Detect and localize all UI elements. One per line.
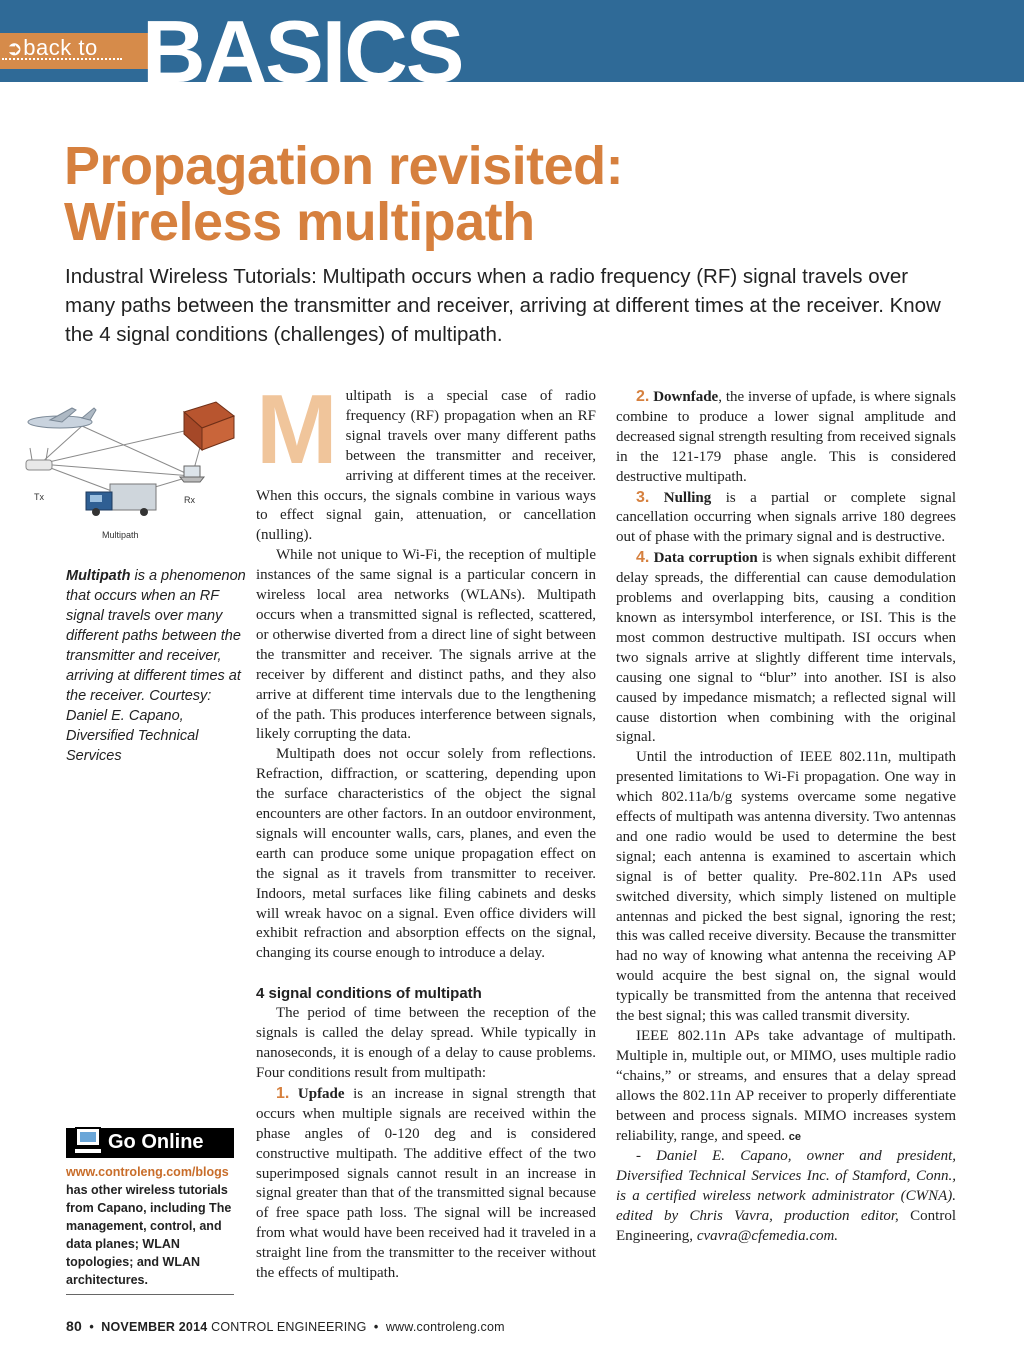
back-dots [2, 58, 122, 60]
caption-text: is a phenomenon that occurs when an RF signal travels over many different paths between the transmitter and receiver, arriving at different times at the receiver. Courtesy: Daniel E. Capano, Diversified Technical Services [66, 568, 246, 764]
figure-caption [66, 566, 246, 766]
body-paragraph: Multipath does not occur solely from reflections. Refraction, diffraction, or scattering, depending upon the surface characteristics of the object the signal encounters are other factors. In an outdoor environment, signals will encounter walls, cars, planes, and even the earth can produce some unique propagation effect on the signal as it travels from transmitter to receiver. Indoors, metal surfaces like filing cabinets and desks will wreak havoc on a signal. Even office dividers will exhibit refraction and absorption effects on the signal, changing its course enough to introduce a delay. [256, 746, 596, 962]
footer-issue: NOVEMBER 2014 [101, 1320, 208, 1334]
page-number: 80 [66, 1318, 82, 1334]
multipath-diagram [20, 384, 245, 544]
airplane-icon [28, 408, 96, 428]
body-paragraph: Multipath is a special case of radio frequency (RF) propagation when an RF signal travels over many different paths between the transmitter and receiver, arriving at different times at the receiver. When this occurs, the signals combine in various ways to effect signal gain, attenuation, or cancellation (nulling). [256, 374, 596, 544]
end-mark: ce [788, 1130, 801, 1143]
back-to-button[interactable] [0, 33, 160, 69]
author-bio: - Daniel E. Capano, owner and president, Diversified Technical Services Inc. of Stamford, Conn., is a certified wireless network administrator (CWNA). edited by Chris Vavra, production editor, Control Engineering, cvavra@cfemedia.com. [616, 1148, 956, 1245]
footer-magazine: CONTROL ENGINEERING [211, 1320, 367, 1334]
footer-url[interactable]: www.controleng.com [385, 1320, 505, 1334]
tx-label: Tx [34, 492, 44, 502]
section-subhead: 4 signal conditions of multipath [256, 985, 482, 1003]
condition-2: 2. Downfade, the inverse of upfade, is where signals combine to produce a lower signal amplitude and decreased signal strength resulting from received signals in the 121-179 phase angle. This is considered destructive multipath. [616, 388, 956, 485]
page-footer [66, 1318, 505, 1334]
rx-label: Rx [184, 495, 195, 505]
computer-icon [72, 1124, 106, 1158]
section-title: BASICS [142, 2, 463, 82]
title-line-2: Wireless multipath [64, 192, 535, 252]
condition-3: 3. Nulling is a partial or complete signal cancellation occurring when signals arrive 180 degrees out of phase with the primary signal and is destructive. [616, 488, 956, 546]
multipath-figure [20, 384, 245, 544]
footer-bullet: • [373, 1320, 379, 1334]
truck-icon [86, 484, 156, 516]
condition-1: 1. Upfade is an increase in signal strength that occurs when multiple signals are received within the phase angles of 0-120 deg and is considered constructive multipath. The additive effect of the two superimposed signals cannot result in an increase in signal greater than that of the transmitted signal because of free space path loss. The signal will be increased from what would have been received had it traveled in a straight line from the transmitter to the receiver without the effects of multipath. [256, 1084, 596, 1282]
article-deck: Industral Wireless Tutorials: Multipath occurs when a radio frequency (RF) signal travels over many paths between the transmitter and receiver, arriving at different times at the receiver. Know the 4 signal conditions (challenges) of multipath. [65, 265, 941, 346]
title-line-1: Propagation revisited: [64, 136, 624, 196]
caption-term: Multipath [66, 568, 131, 584]
back-to-label: ➲back to [6, 35, 98, 60]
go-online-divider [66, 1294, 234, 1295]
article-title [64, 138, 964, 250]
section-banner [0, 0, 1024, 82]
footer-bullet: • [89, 1320, 94, 1334]
back-arrow-icon: ➲ [6, 38, 24, 60]
condition-4: 4. Data corruption is when signals exhibit different delay spreads, the differential can cause demodulation problems and overlapping bits, causing a condition known as intersymbol interference, or ISI. This is the most common destructive multipath. ISI occurs when two signals arrive at slightly different time intervals, causing one signal to “blur” into another. ISI is also caused by impedance mismatch; a reflected signal will cause distortion when combining with the original signal. [616, 549, 957, 746]
body-column-1 [256, 374, 596, 1284]
author-email[interactable]: cvavra@cfemedia.com. [696, 1228, 839, 1245]
body-paragraph: The period of time between the reception of the signals is called the delay spread. While typically in nanoseconds, it is enough of a delay to cause problems. Four conditions result from multipath: [256, 1005, 596, 1081]
go-online-link[interactable]: www.controleng.com/blogs [66, 1165, 229, 1179]
multipath-label: Multipath [102, 530, 139, 540]
laptop-icon [180, 466, 204, 482]
drop-cap: M [256, 374, 338, 484]
body-paragraph: Until the introduction of IEEE 802.11n, multipath presented limitations to Wi-Fi propagation. One way in which 802.11a/b/g systems overcame some negative effects of multipath was antenna diversity. Two antennas and one radio would be used to determine the best signal; each antenna is examined to ascertain which signal is of better quality. Pre-802.11n APs used switched diversity, which simply listened on multiple antennas and picked the best signal, ignoring the rest; this was called receive diversity. Because the transmitter had no way of knowing what antenna the receiving AP would acquire the best signal on, the signal would typically be transmitted from the antenna that received the best signal; this was called transmit diversity. [616, 749, 956, 1025]
go-online-header [66, 1128, 234, 1158]
building-icon [184, 402, 234, 450]
body-paragraph: While not unique to Wi-Fi, the reception of multiple instances of the same signal is a particular concern in wireless local area networks (WLANs). Multipath occurs when a transmitted signal is reflected, scattered, or otherwise diverted from a direct line of sight between the transmitter and receiver. The signals arrive at the receiver by different and distinct paths, and they also arrive at different time intervals due to the lengthening of the path. This produces interference between signals, likely corrupting the data. [256, 547, 596, 743]
body-paragraph: IEEE 802.11n APs take advantage of multipath. Multiple in, multiple out, or MIMO, uses multiple radio “chains,” or streams, and ensures that a delay spread allows the 802.11n AP receiver to properly differentiate between and process signals. MIMO increases system reliability, range, and speed. ce [616, 1028, 956, 1144]
go-online-label: Go Online [108, 1131, 204, 1153]
go-online-text: has other wireless tutorials from Capano, including The management, control, and data planes; WLAN topologies; and WLAN architectures. [66, 1183, 232, 1287]
router-icon [26, 448, 52, 470]
body-column-2 [616, 387, 956, 1247]
